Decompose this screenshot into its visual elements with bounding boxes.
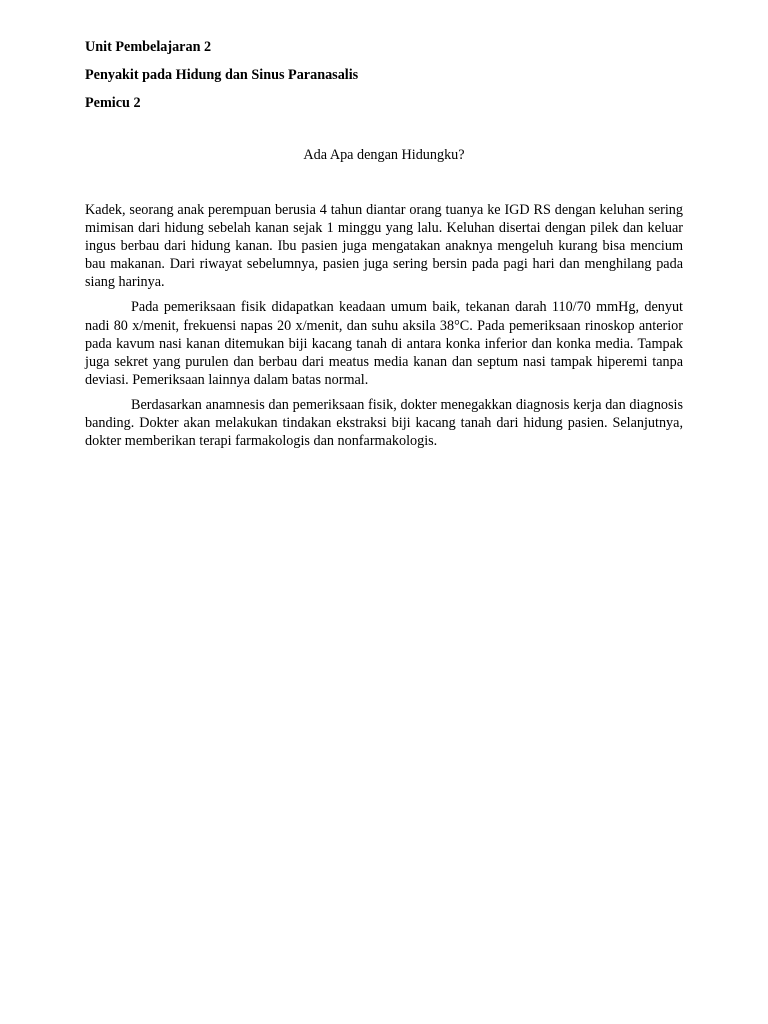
document-title: Ada Apa dengan Hidungku? xyxy=(303,147,465,163)
unit-heading: Unit Pembelajaran 2 xyxy=(85,39,212,55)
topic-heading: Penyakit pada Hidung dan Sinus Paranasalis xyxy=(85,67,359,83)
trigger-heading: Pemicu 2 xyxy=(85,95,141,111)
paragraph-physical-exam: Pada pemeriksaan fisik didapatkan keadaan umum baik, tekanan darah 110/70 mmHg, denyut nadi 80 x/menit, frekuensi napas 20 x/menit, dan suhu aksila 38°C. Pada pemeriksaan rinoskop anterior pada kavum nasi kanan ditemukan biji kacang tanah di antara konka inferior dan konka media. Tampak juga sekret yang purulen dan berbau dari meatus media kanan dan septum nasi tampak hiperemi tanpa deviasi. Pemeriksaan lainnya dalam batas normal. xyxy=(85,299,683,388)
paragraph-diagnosis: Berdasarkan anamnesis dan pemeriksaan fisik, dokter menegakkan diagnosis kerja dan diagnosis banding. Dokter akan melakukan tindakan ekstraksi biji kacang tanah dari hidung pasien. Selanjutnya, dokter memberikan terapi farmakologis dan nonfarmakologis. xyxy=(85,396,683,450)
paragraph-case-intro: Kadek, seorang anak perempuan berusia 4 tahun diantar orang tuanya ke IGD RS dengan keluhan sering mimisan dari hidung sebelah kanan sejak 1 minggu yang lalu. Keluhan disertai dengan pilek dan keluar ingus berbau dari hidung kanan. Ibu pasien juga mengatakan anaknya mengeluh kurang bisa mencium bau makanan. Dari riwayat sebelumnya, pasien juga sering bersin pada pagi hari dan menghilang pada siang harinya. xyxy=(85,202,683,291)
document-page xyxy=(85,38,683,457)
